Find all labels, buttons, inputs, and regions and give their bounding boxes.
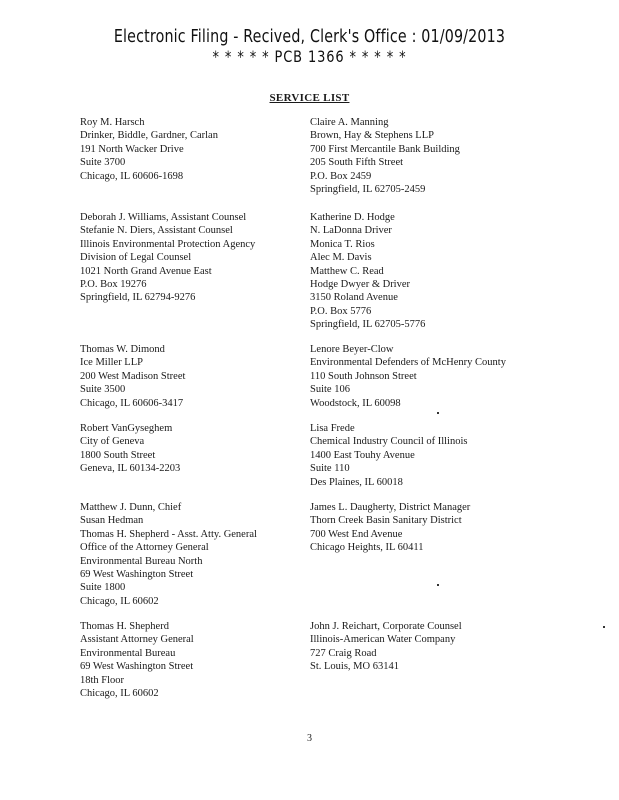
contact-line: 18th Floor — [80, 674, 125, 686]
contact-line: Alec M. Davis — [310, 252, 372, 264]
contact-line: Suite 3500 — [80, 384, 126, 396]
contact-line: Suite 3700 — [80, 157, 126, 169]
contact-line: Chicago Heights, IL 60411 — [310, 542, 424, 554]
scan-speck — [603, 626, 605, 628]
contact-line: Environmental Bureau North — [80, 555, 203, 567]
contact-line: Environmental Defenders of McHenry County — [310, 357, 506, 369]
contact-name: Lenore Beyer-Clow — [310, 344, 394, 355]
contact-line: Brown, Hay & Stephens LLP — [310, 130, 434, 142]
contact-line: 191 North Wacker Drive — [80, 143, 184, 155]
contact-block — [310, 343, 506, 410]
contact-line: Suite 110 — [310, 463, 350, 475]
contact-block — [310, 116, 460, 196]
document-title: SERVICE LIST — [269, 92, 350, 104]
page-number: 3 — [307, 733, 312, 744]
contact-line: Chicago, IL 60602 — [80, 688, 159, 700]
contact-line: Hodge Dwyer & Driver — [310, 279, 411, 291]
contact-name: Katherine D. Hodge — [310, 212, 395, 223]
contact-line: 700 First Mercantile Bank Building — [310, 143, 460, 155]
contact-name: Thomas H. Shepherd — [80, 621, 169, 632]
contact-block — [80, 620, 194, 700]
contact-line: 200 West Madison Street — [80, 370, 186, 382]
contact-block — [80, 343, 185, 410]
contact-line: 69 West Washington Street — [80, 661, 194, 673]
contact-line: Division of Legal Counsel — [80, 252, 192, 264]
contact-name: Claire A. Manning — [310, 117, 389, 128]
contact-line: Assistant Attorney General — [80, 634, 194, 646]
contact-block — [80, 422, 180, 476]
contact-line: P.O. Box 19276 — [80, 279, 147, 291]
contact-line: Thorn Creek Basin Sanitary District — [310, 515, 462, 527]
contact-line: Monica T. Rios — [310, 238, 375, 250]
contact-name: Thomas W. Dimond — [80, 344, 165, 355]
contact-line: Stefanie N. Diers, Assistant Counsel — [80, 225, 233, 237]
contact-block — [80, 116, 218, 183]
contact-line: P.O. Box 5776 — [310, 305, 372, 317]
contact-name: Lisa Frede — [310, 423, 355, 434]
contact-line: Springfield, IL 62705-2459 — [310, 184, 426, 196]
contact-block — [80, 211, 255, 305]
contact-line: Springfield, IL 62705-5776 — [310, 319, 426, 331]
contact-line: 69 West Washington Street — [80, 569, 194, 581]
contact-line: Illinois Environmental Protection Agency — [80, 238, 256, 250]
filing-stamp-line: Electronic Filing - Recived, Clerk's Office : 01/09/2013 — [113, 26, 506, 47]
scan-speck — [437, 412, 439, 414]
contact-name: John J. Reichart, Corporate Counsel — [310, 621, 462, 632]
contact-line: 110 South Johnson Street — [310, 370, 417, 382]
contact-line: Chemical Industry Council of Illinois — [310, 436, 468, 448]
contact-line: Thomas H. Shepherd - Asst. Atty. General — [80, 528, 257, 540]
contact-line: P.O. Box 2459 — [310, 170, 372, 182]
scan-speck — [437, 584, 439, 586]
contact-block — [310, 620, 462, 674]
contact-block — [80, 501, 257, 608]
contact-name: Matthew J. Dunn, Chief — [80, 502, 182, 513]
case-number-line: * * * * * PCB 1366 * * * * * — [212, 47, 407, 66]
contact-line: 3150 Roland Avenue — [310, 292, 398, 304]
contact-line: N. LaDonna Driver — [310, 225, 392, 237]
contact-line: City of Geneva — [80, 436, 145, 448]
contact-line: Woodstock, IL 60098 — [310, 397, 401, 409]
contact-line: 1021 North Grand Avenue East — [80, 265, 212, 277]
contact-line: Environmental Bureau — [80, 647, 176, 659]
contact-name: Robert VanGyseghem — [80, 423, 173, 434]
contact-block — [310, 501, 470, 555]
contact-line: Springfield, IL 62794-9276 — [80, 292, 196, 304]
contact-line: 205 South Fifth Street — [310, 157, 404, 169]
contact-line: Suite 106 — [310, 384, 350, 396]
contact-line: Suite 1800 — [80, 582, 126, 594]
contact-line: 727 Craig Road — [310, 647, 377, 659]
contact-line: St. Louis, MO 63141 — [310, 661, 399, 673]
contact-line: Chicago, IL 60606-3417 — [80, 397, 184, 409]
contact-line: Des Plaines, IL 60018 — [310, 476, 403, 488]
contact-name: Roy M. Harsch — [80, 117, 145, 128]
contact-line: Chicago, IL 60606-1698 — [80, 170, 184, 182]
contact-line: Ice Miller LLP — [80, 357, 143, 369]
contact-line: 700 West End Avenue — [310, 528, 403, 540]
contact-line: Chicago, IL 60602 — [80, 595, 159, 607]
contact-line: Matthew C. Read — [310, 265, 384, 277]
contact-line: Illinois-American Water Company — [310, 634, 456, 646]
contact-line: 1400 East Touhy Avenue — [310, 449, 415, 461]
contact-line: 1800 South Street — [80, 449, 156, 461]
contact-block — [310, 422, 467, 489]
contact-name: James L. Daugherty, District Manager — [310, 502, 471, 513]
contact-line: Susan Hedman — [80, 515, 144, 527]
contact-line: Geneva, IL 60134-2203 — [80, 463, 181, 475]
contact-name: Deborah J. Williams, Assistant Counsel — [80, 212, 247, 223]
contact-line: Drinker, Biddle, Gardner, Carlan — [80, 130, 218, 142]
contact-line: Office of the Attorney General — [80, 542, 209, 554]
contact-block — [310, 211, 425, 332]
